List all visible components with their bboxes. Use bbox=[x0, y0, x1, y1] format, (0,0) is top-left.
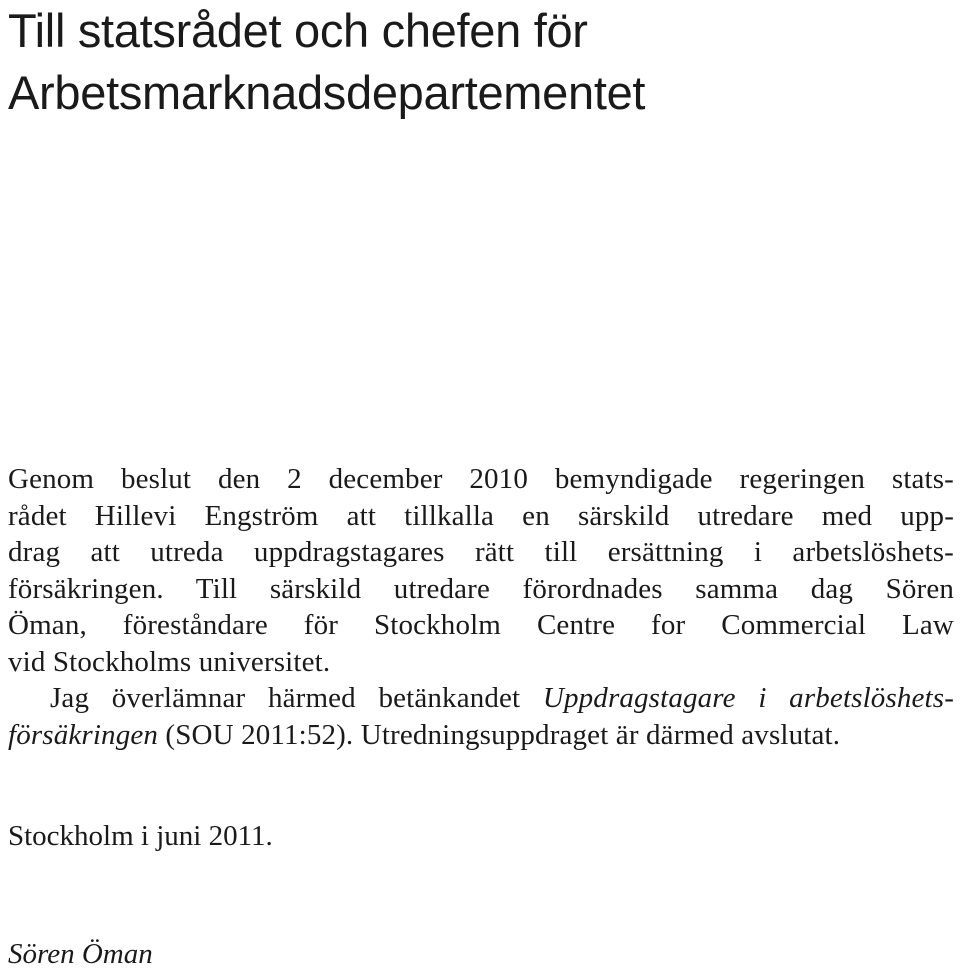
paragraph-2-text-end: (SOU 2011:52). Utredningsuppdraget är därmed avslutat. bbox=[158, 718, 841, 751]
paragraph-1-line-6: vid Stockholms universitet. bbox=[8, 645, 331, 678]
report-title-part-2: försäkringen bbox=[8, 718, 159, 751]
paragraph-1-line-2: rådet Hillevi Engström att tillkalla en särskild utredare med upp- bbox=[8, 499, 954, 532]
paragraph-2-text-start: Jag överlämnar härmed betänkandet bbox=[50, 682, 543, 714]
title-line-1: Till statsrådet och chefen för bbox=[8, 4, 588, 57]
paragraph-2-line-1 bbox=[8, 680, 954, 717]
paragraph-1-line-1: Genom beslut den 2 december 2010 bemyndigade regeringen stats- bbox=[8, 463, 954, 495]
paragraph-2-line-2 bbox=[8, 717, 954, 754]
title-line-2: Arbetsmarknadsdepartementet bbox=[8, 66, 646, 119]
paragraph-1-line-4: försäkringen. Till särskild utredare förordnades samma dag Sören bbox=[8, 572, 954, 605]
signature: Sören Öman bbox=[8, 938, 153, 970]
place-and-date: Stockholm i juni 2011. bbox=[8, 820, 273, 852]
paragraph-1-line-5: Öman, föreståndare för Stockholm Centre for Commercial Law bbox=[8, 609, 954, 641]
paragraph-1-line-3: drag att utreda uppdragstagares rätt till ersättning i arbetslöshets- bbox=[8, 536, 954, 568]
page-title bbox=[8, 0, 948, 124]
letter-body bbox=[8, 461, 954, 753]
report-title-part-1: Uppdragstagare i arbetslöshets- bbox=[542, 682, 955, 714]
